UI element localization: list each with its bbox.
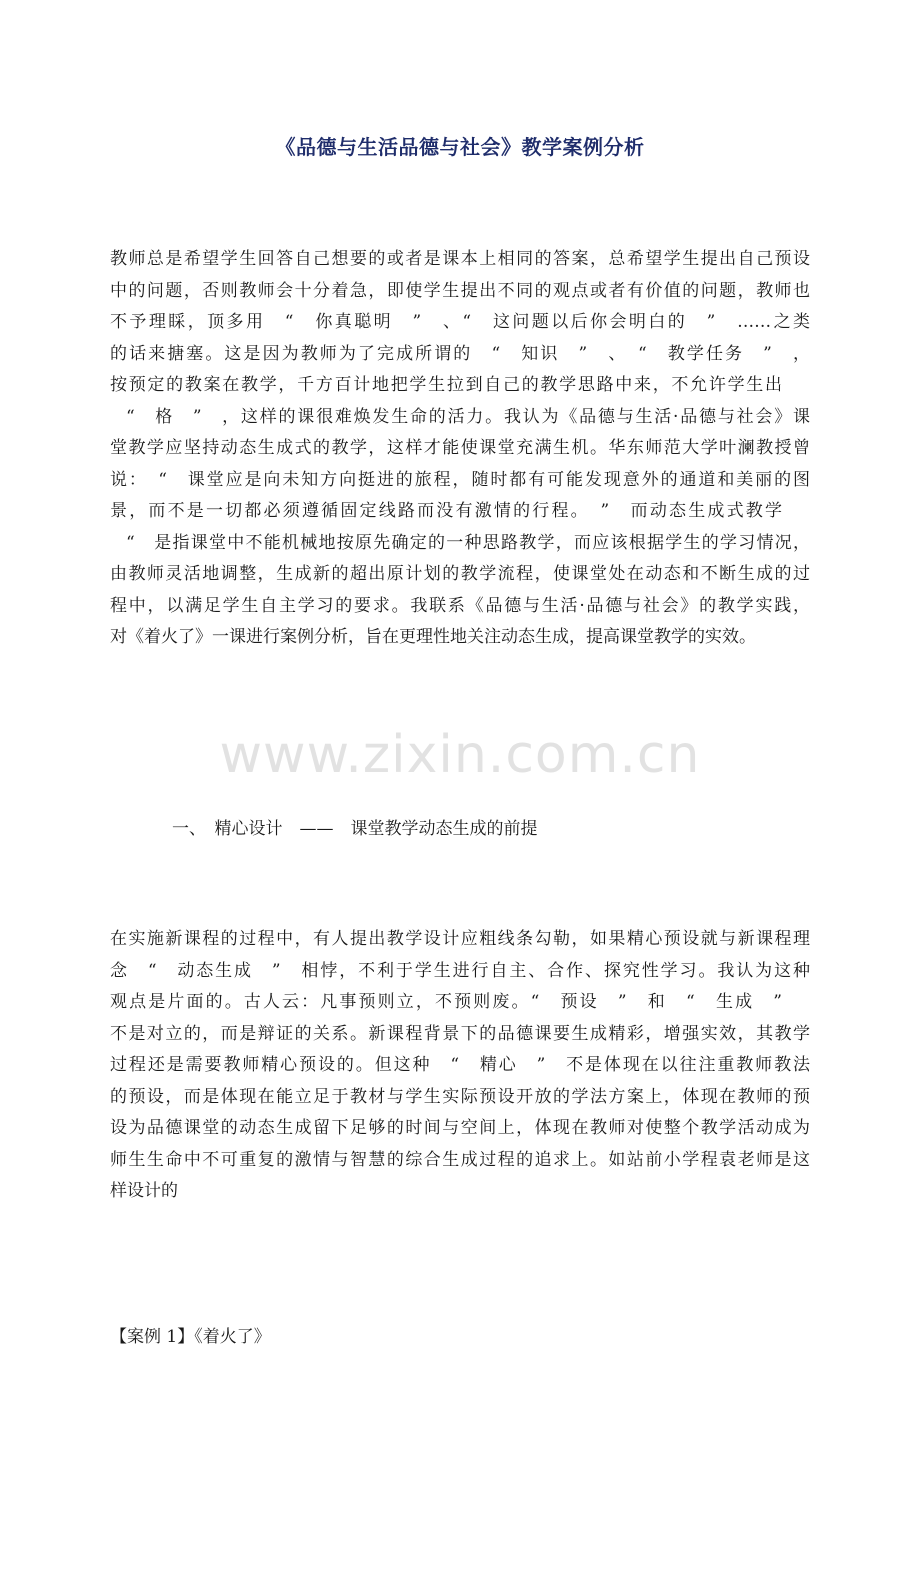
paragraph-line: “ 是指课堂中不能机械地按原先确定的一种思路教学，而应该根据学生的学习情况， [126, 532, 810, 553]
case-label: 【案例 1】《着火了》 [110, 1327, 271, 1347]
section-heading: 一、 精心设计 —— 课堂教学动态生成的前提 [172, 819, 538, 839]
paragraph-line: 按预定的教案在教学，千方百计地把学生拉到自己的教学思路中来，不允许学生出 [110, 375, 782, 395]
paragraph-line: 的预设，而是体现在能立足于教材与学生实际预设开放的学法方案上，体现在教师的预 [110, 1086, 810, 1107]
paragraph-line: 的话来搪塞。这是因为教师为了完成所谓的 “ 知识 ” 、 “ 教学任务 ” ， [110, 343, 810, 364]
paragraph-line: 样设计的 [110, 1181, 178, 1201]
paragraph-line: 教师总是希望学生回答自己想要的或者是课本上相同的答案，总希望学生提出自己预设 [110, 249, 810, 269]
paragraph-line: 不是对立的，而是辩证的关系。新课程背景下的品德课要生成精彩，增强实效，其教学 [110, 1023, 810, 1044]
paragraph-line: 师生生命中不可重复的激情与智慧的综合生成过程的追求上。如站前小学程袁老师是这 [110, 1149, 810, 1170]
paragraph-line: 由教师灵活地调整，生成新的超出原计划的教学流程，使课堂处在动态和不断生成的过 [110, 564, 810, 584]
paragraph-line: 观点是片面的。古人云：凡事预则立，不预则废。“ 预设 ” 和 “ 生成 ” [110, 992, 782, 1012]
paragraph-line: 对《着火了》一课进行案例分析，旨在更理性地关注动态生成，提高课堂教学的实效。 [110, 627, 756, 647]
page-title: 《品德与生活品德与社会》教学案例分析 [275, 135, 645, 160]
intro-paragraph [110, 244, 810, 654]
paragraph-line: 念 “ 动态生成 ” 相悖，不利于学生进行自主、合作、探究性学习。我认为这种 [110, 960, 810, 981]
paragraph-line: 在实施新课程的过程中，有人提出教学设计应粗线条勾勒，如果精心预设就与新课程理 [110, 929, 810, 949]
paragraph-line: 说： “ 课堂应是向未知方向挺进的旅程，随时都有可能发现意外的通道和美丽的图 [110, 469, 810, 490]
paragraph-line: 中的问题，否则教师会十分着急，即使学生提出不同的观点或者有价值的问题，教师也 [110, 280, 810, 301]
paragraph-line: 过程还是需要教师精心预设的。但这种 “ 精心 ” 不是体现在以往注重教师教法 [110, 1055, 810, 1075]
paragraph-line: 堂教学应坚持动态生成式的教学，这样才能使课堂充满生机。华东师范大学叶澜教授曾 [110, 438, 810, 458]
design-paragraph [110, 924, 810, 1208]
paragraph-line: 景，而不是一切都必须遵循固定线路而没有激情的行程。 ” 而动态生成式教学 [110, 501, 782, 521]
watermark: www.zixin.com.cn [219, 725, 701, 785]
paragraph-line: 程中，以满足学生自主学习的要求。我联系《品德与生活·品德与社会》的教学实践， [110, 595, 810, 616]
paragraph-line: 不予理睬，顶多用 “ 你真聪明 ” 、“ 这问题以后你会明白的 ” ……之类 [110, 312, 810, 332]
paragraph-line: 设为品德课堂的动态生成留下足够的时间与空间上，体现在教师对使整个教学活动成为 [110, 1118, 810, 1138]
paragraph-line: “ 格 ” ，这样的课很难焕发生命的活力。我认为《品德与生活·品德与社会》课 [126, 406, 810, 427]
